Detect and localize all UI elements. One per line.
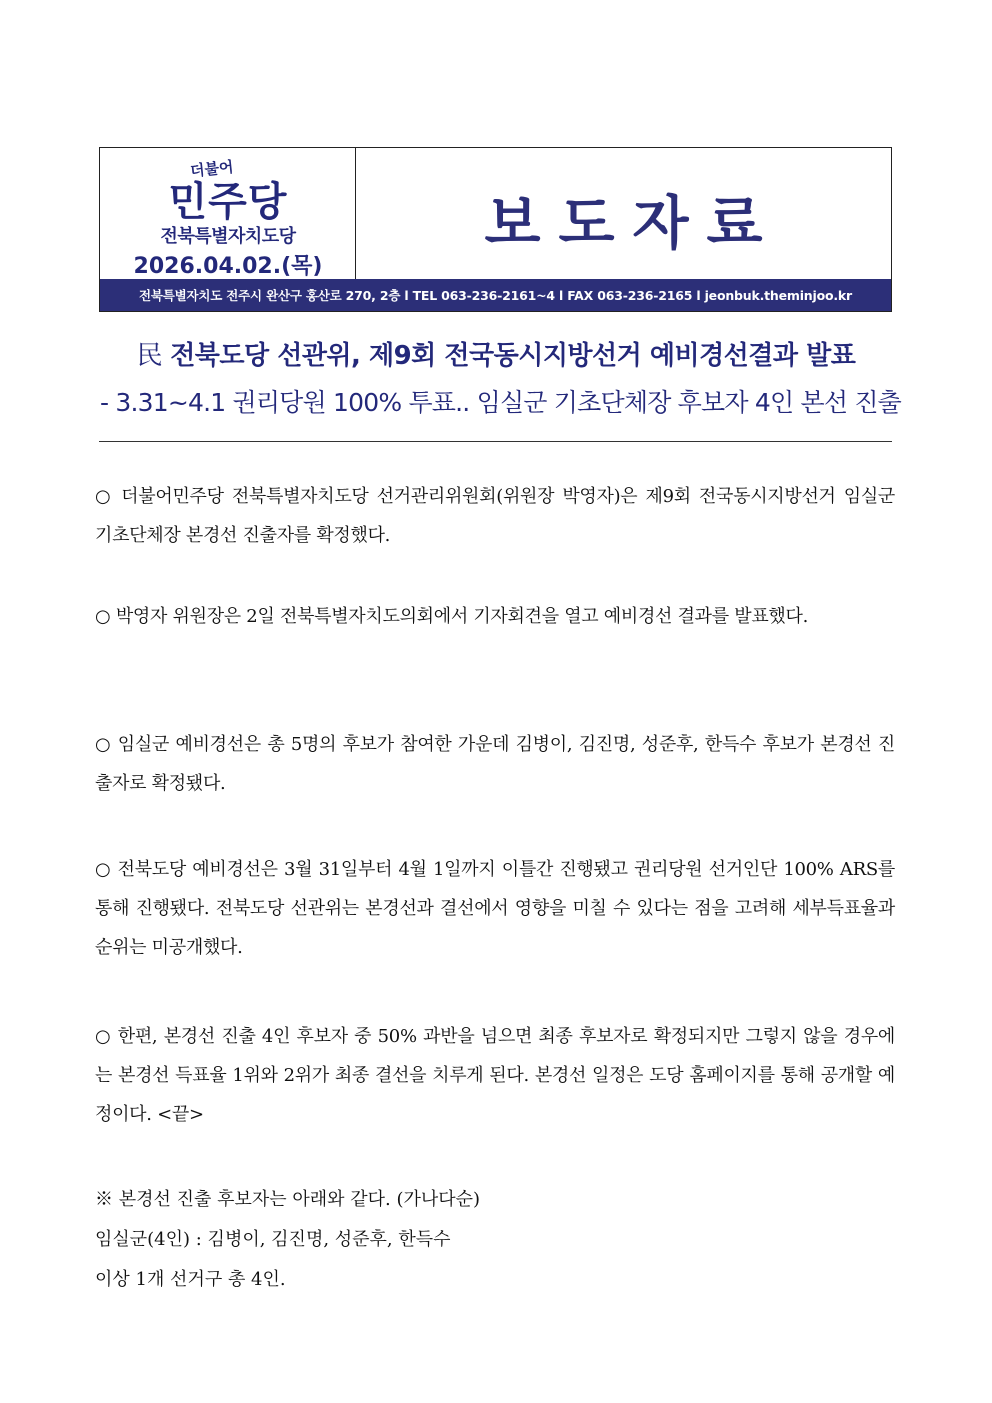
- logo-main-text: 민주당: [168, 179, 288, 225]
- headline: [100, 335, 892, 372]
- release-date: 2026.04.02.(목): [133, 254, 323, 279]
- paragraph-2: ○ 박영자 위원장은 2일 전북특별자치도의회에서 기자회견을 열고 예비경선 결과를 발표했다.: [95, 606, 809, 627]
- headline-prefix: 民: [136, 341, 163, 371]
- note-line: 이상 1개 선거구 총 4인.: [95, 1269, 286, 1290]
- note-line: ※ 본경선 진출 후보자는 아래와 같다. (가나다순): [95, 1189, 481, 1210]
- logo-small-text: 더불어: [189, 157, 235, 181]
- subheadline: - 3.31~4.1 권리당원 100% 투표.. 임실군 기초단체장 후보자 4인 본선 진출: [100, 388, 902, 417]
- press-release-header: [99, 147, 892, 312]
- contact-bar: 전북특별자치도 전주시 완산구 홍산로 270, 2층 l TEL 063-236-2161~4 l FAX 063-236-2165 l jeonbuk.theminjoo.kr: [100, 279, 891, 311]
- logo-sub-text: 전북특별자치도당: [160, 226, 296, 247]
- party-logo: [100, 148, 356, 280]
- paragraph-5: ○ 한편, 본경선 진출 4인 후보자 중 50% 과반을 넘으면 최종 후보자로 확정되지만 그렇지 않을 경우에는 본경선 득표율 1위와 2위가 최종 결선을 치루게 된다. 본경선 일정은 도당 홈페이지를 통해 공개할 예정이다. <끝>: [95, 1026, 895, 1125]
- press-release-title: 보도자료: [484, 189, 781, 257]
- headline-title: 전북도당 선관위, 제9회 전국동시지방선거 예비경선결과 발표: [170, 341, 856, 371]
- divider: [99, 441, 892, 442]
- paragraph-1: ○ 더불어민주당 전북특별자치도당 선거관리위원회(위원장 박영자)은 제9회 전국동시지방선거 임실군 기초단체장 본경선 진출자를 확정했다.: [95, 486, 895, 546]
- paragraph-3: ○ 임실군 예비경선은 총 5명의 후보가 참여한 가운데 김병이, 김진명, 성준후, 한득수 후보가 본경선 진출자로 확정됐다.: [95, 734, 895, 794]
- note-line: 임실군(4인) : 김병이, 김진명, 성준후, 한득수: [95, 1229, 451, 1250]
- paragraph-4: ○ 전북도당 예비경선은 3월 31일부터 4월 1일까지 이틀간 진행됐고 권리당원 선거인단 100% ARS를 통해 진행됐다. 전북도당 선관위는 본경선과 결선에서 영향을 미칠 수 있다는 점을 고려해 세부득표율과 순위는 미공개했다.: [95, 859, 895, 958]
- title-cell: [356, 148, 891, 280]
- candidate-notes: [95, 1180, 895, 1300]
